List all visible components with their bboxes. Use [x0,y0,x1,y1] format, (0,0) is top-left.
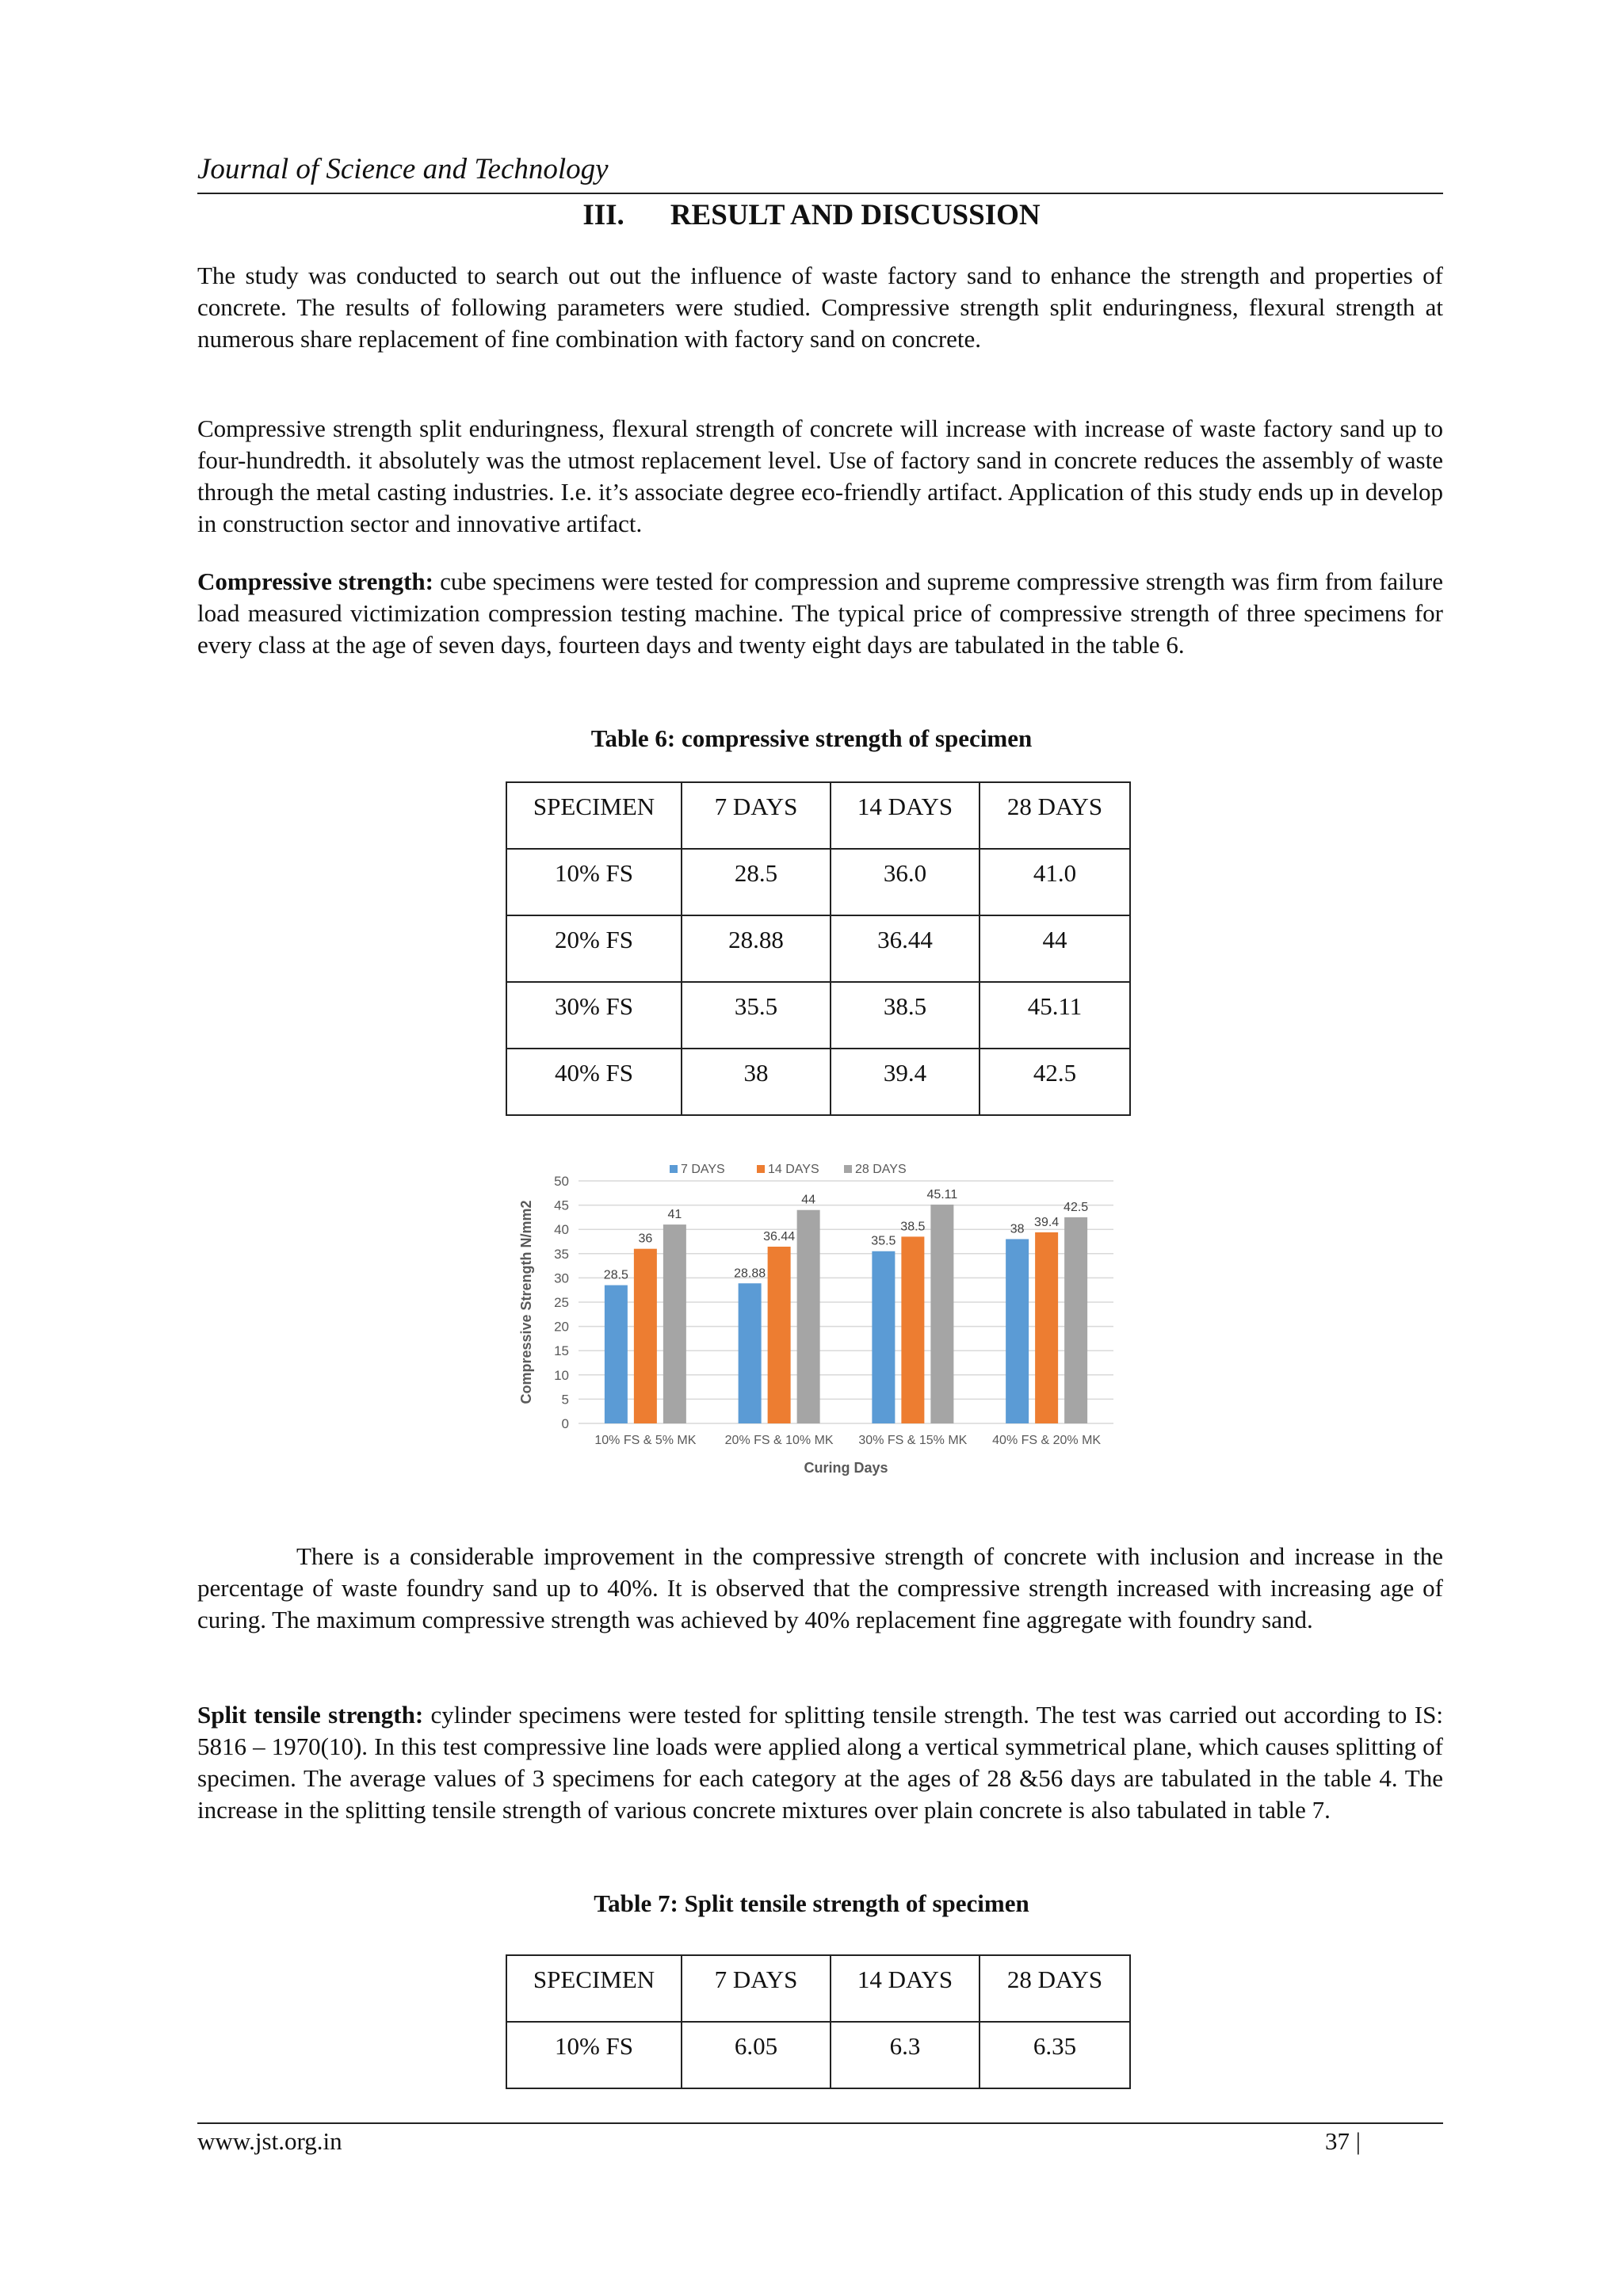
paragraph-summary: Compressive strength split enduringness, flexural strength of concrete will increase with increase of waste factory sand up to four-hundredth. it absolutely was the utmost replacement level. Use of factory sand in concrete reduces the assembly of waste through the metal casting industries. I.e. it’s associate degree eco-friendly artifact. Application of this study ends up in develop in construction sector and innovative artifact. [197,415,1443,537]
paragraph-split-tensile-lead: Split tensile strength: [197,1701,424,1729]
chart-bar [1006,1239,1029,1423]
journal-title: Journal of Science and Technology [197,153,609,185]
chart-y-tick-label: 20 [554,1319,569,1335]
table-cell: 6.35 [980,2022,1130,2088]
chart-data-label: 28.5 [603,1268,628,1282]
chart-bar [1064,1217,1087,1423]
chart-y-tick-label: 50 [554,1174,569,1189]
compressive-strength-chart [499,1157,1125,1490]
chart-data-label: 44 [801,1193,816,1207]
table-cell: 40% FS [506,1049,682,1115]
paragraph-compressive-body: cube specimens were tested for compression and supreme compressive strength was firm from failure load measured victimization compression testing machine. The typical price of compressive strength of three specimens for every class at the age of seven days, fourteen days and twenty eight days are tabulated in the table 6. [197,567,1443,659]
chart-data-label: 39.4 [1034,1215,1060,1229]
table-header-cell: 7 DAYS [682,782,831,849]
chart-y-tick-label: 5 [561,1392,569,1408]
table-header-cell: 14 DAYS [831,782,980,849]
chart-y-tick-label: 0 [561,1416,569,1431]
table-header-cell: 14 DAYS [831,1955,980,2022]
chart-data-label: 38 [1010,1222,1025,1236]
chart-y-tick-label: 25 [554,1295,569,1310]
chart-data-label: 38.5 [900,1220,926,1234]
table6 [506,781,1131,1116]
table-cell: 10% FS [506,849,682,915]
chart-bar [872,1251,895,1423]
table-cell: 44 [980,915,1130,982]
chart-data-label: 36 [638,1232,653,1246]
paragraph-split-tensile-body: cylinder specimens were tested for splitting tensile strength. The test was carried out according to IS: 5816 – 1970(10). In this test compressive line loads were applied along a vertical symmetrical plane, which causes splitting of specimen. The average values of 3 specimens for each category at the ages of 28 &56 days are tabulated in the table 4. The increase in the splitting tensile strength of various concrete mixtures over plain concrete is also tabulated in table 7. [197,1701,1443,1824]
table-cell: 6.3 [831,2022,980,2088]
chart-legend-swatch [844,1165,852,1173]
chart-data-label: 41 [667,1208,682,1222]
table-cell: 36.0 [831,849,980,915]
chart-legend-swatch [757,1165,765,1173]
table-header-cell: SPECIMEN [506,782,682,849]
table-cell: 20% FS [506,915,682,982]
chart-data-label: 45.11 [926,1187,958,1201]
chart-bar [1035,1232,1058,1423]
chart-legend-label: 28 DAYS [855,1163,907,1176]
table-cell: 45.11 [980,982,1130,1049]
table-cell: 42.5 [980,1049,1130,1115]
chart-y-tick-label: 45 [554,1198,569,1213]
chart-bar [605,1286,628,1423]
table-cell: 41.0 [980,849,1130,915]
chart-bar [768,1247,791,1423]
chart-x-tick-label: 10% FS & 5% MK [594,1434,697,1447]
chart-y-tick-label: 15 [554,1343,569,1359]
table7-caption: Table 7: Split tensile strength of specimen [594,1889,1029,1917]
chart-bar [663,1224,686,1423]
chart-bar [930,1205,953,1423]
page-number: 37 | [1325,2127,1361,2155]
chart-bar [634,1249,657,1423]
chart-bar [901,1236,924,1423]
chart-data-label: 42.5 [1064,1200,1089,1214]
table-row [506,2022,1130,2088]
table-cell: 30% FS [506,982,682,1049]
chart-y-tick-label: 35 [554,1246,569,1262]
section-number: III. [582,199,624,231]
table-header-cell: 28 DAYS [980,782,1130,849]
table-cell: 28.5 [682,849,831,915]
table7 [506,1954,1131,2089]
table-cell: 39.4 [831,1049,980,1115]
paragraph-split-tensile [197,1699,1443,1826]
section-title: RESULT AND DISCUSSION [670,199,1041,231]
table-cell: 28.88 [682,915,831,982]
chart-bar [797,1210,820,1423]
table-cell: 38 [682,1049,831,1115]
chart-y-tick-label: 40 [554,1222,569,1238]
table-cell: 36.44 [831,915,980,982]
table-cell: 35.5 [682,982,831,1049]
table-header-cell: 7 DAYS [682,1955,831,2022]
chart-y-axis-title: Compressive Strength N/mm2 [518,1200,534,1404]
table-cell: 10% FS [506,2022,682,2088]
chart-legend-label: 14 DAYS [768,1163,819,1176]
paragraph-discussion: There is a considerable improvement in the compressive strength of concrete with inclusion and increase in the percentage of waste foundry sand up to 40%. It is observed that the compressive strength increased with increasing age of curing. The maximum compressive strength was achieved by 40% replacement fine aggregate with foundry sand. [197,1542,1443,1633]
table-row [506,1049,1130,1115]
paragraph-intro: The study was conducted to search out out the influence of waste factory sand to enhance the strength and properties of concrete. The results of following parameters were studied. Compressive strength split enduringness, flexural strength at numerous share replacement of fine combination with factory sand on concrete. [197,262,1443,353]
table-row [506,915,1130,982]
chart-x-tick-label: 30% FS & 15% MK [858,1434,968,1447]
table-row [506,849,1130,915]
chart-data-label: 28.88 [734,1266,766,1281]
table-header-row [506,1955,1130,2022]
footer-url: www.jst.org.in [197,2127,342,2155]
chart-data-label: 36.44 [763,1229,796,1244]
table-header-row [506,782,1130,849]
chart-x-tick-label: 40% FS & 20% MK [992,1434,1102,1447]
table-header-cell: SPECIMEN [506,1955,682,2022]
paragraph-compressive [197,566,1443,661]
chart-y-tick-label: 10 [554,1367,569,1383]
table-cell: 6.05 [682,2022,831,2088]
paragraph-compressive-lead: Compressive strength: [197,567,433,595]
chart-bar [739,1283,762,1423]
table-header-cell: 28 DAYS [980,1955,1130,2022]
chart-y-tick-label: 30 [554,1270,569,1286]
chart-x-tick-label: 20% FS & 10% MK [724,1434,834,1447]
header-rule [197,193,1443,194]
section-heading [0,198,1623,232]
table-row [506,982,1130,1049]
chart-x-axis-title: Curing Days [804,1460,888,1476]
table6-caption: Table 6: compressive strength of specimen [590,724,1033,752]
table-cell: 38.5 [831,982,980,1049]
chart-legend-swatch [670,1165,678,1173]
chart-legend-label: 7 DAYS [681,1163,725,1176]
footer-rule [197,2122,1443,2124]
chart-data-label: 35.5 [871,1234,896,1248]
